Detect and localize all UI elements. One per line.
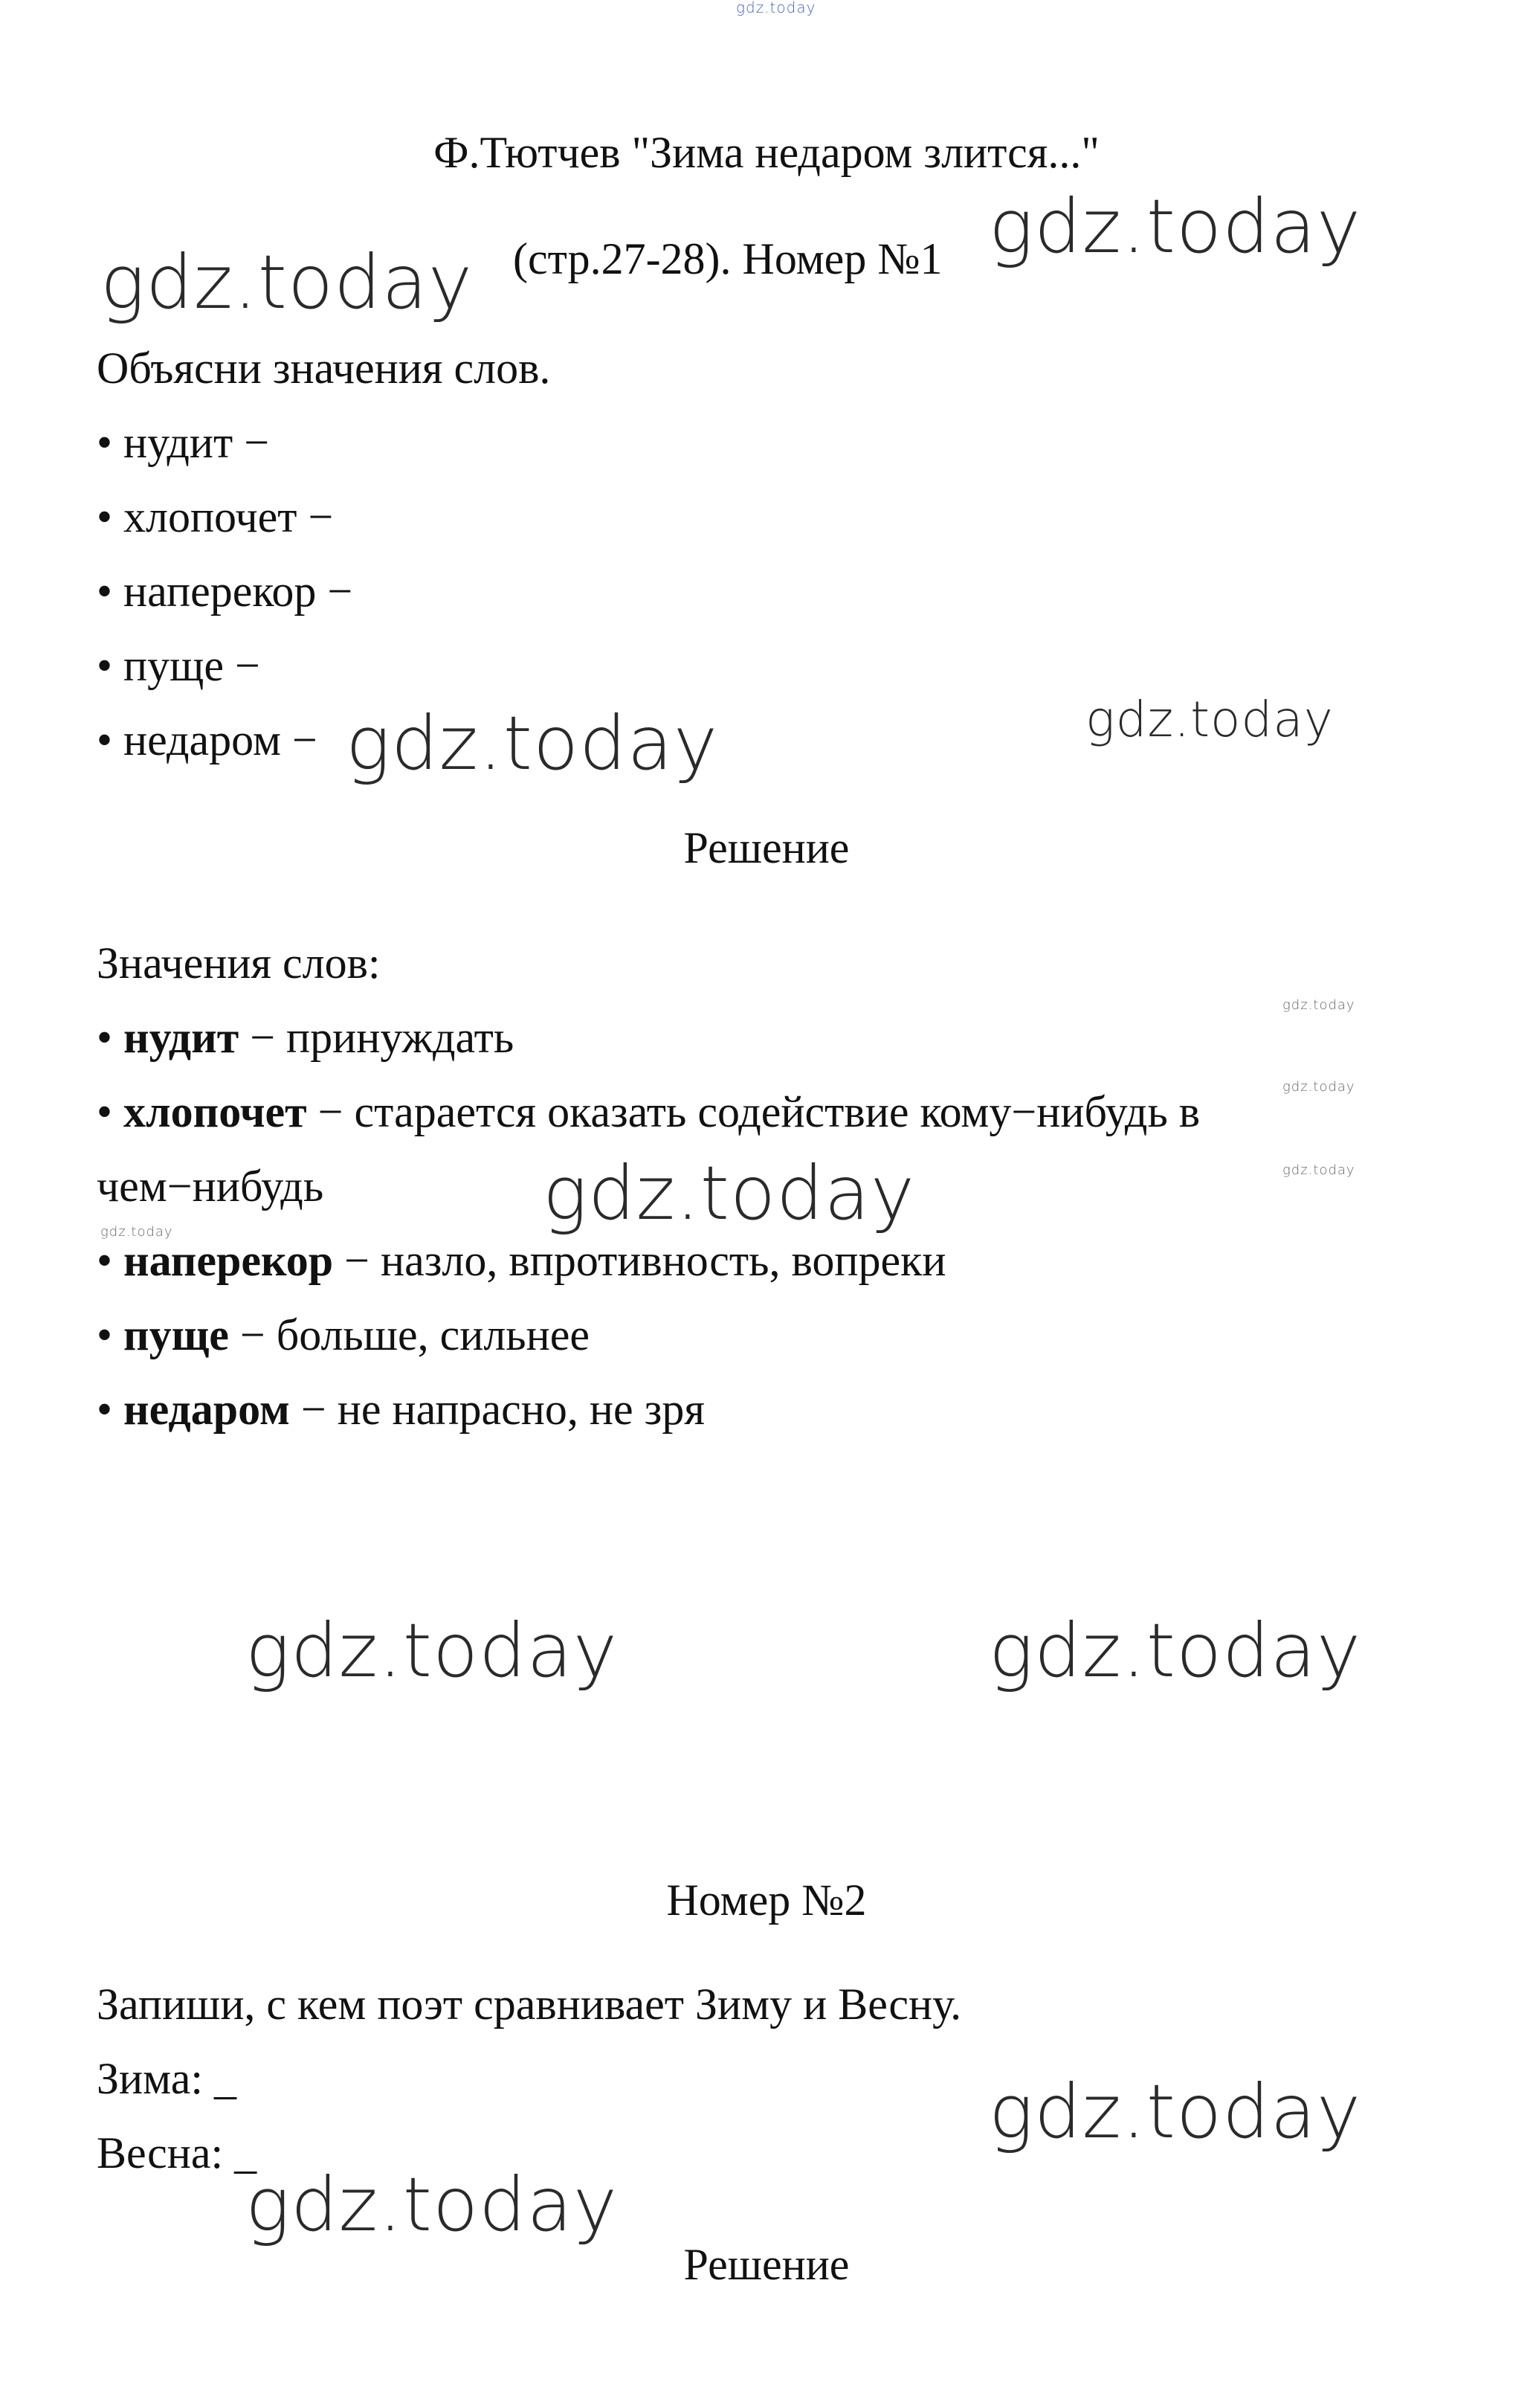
watermark: gdz.today bbox=[543, 1150, 916, 1237]
answer-meaning: − принуждать bbox=[239, 1013, 514, 1062]
task1-solution-intro: Значения слов: bbox=[97, 939, 381, 988]
task2-winter: Зима: _ bbox=[97, 2054, 237, 2103]
watermark-top: gdz.today bbox=[736, 0, 816, 16]
watermark: gdz.today bbox=[346, 700, 719, 787]
watermark-small: gdz.today bbox=[1282, 997, 1355, 1013]
answer-line: • пуще − больше, сильнее bbox=[97, 1310, 590, 1359]
task1-item: • наперекор − bbox=[97, 567, 353, 616]
answer-term: нудит bbox=[123, 1013, 239, 1062]
watermark: gdz.today bbox=[989, 2068, 1362, 2155]
watermark-small: gdz.today bbox=[1282, 1079, 1355, 1095]
answer-line: • нудит − принуждать bbox=[97, 1013, 514, 1062]
task2-prompt: Запиши, с кем поэт сравнивает Зиму и Весну. bbox=[97, 1980, 962, 2029]
answer-line: • недаром − не напрасно, не зря bbox=[97, 1385, 705, 1434]
watermark: gdz.today bbox=[989, 1607, 1362, 1694]
watermark-small: gdz.today bbox=[1282, 1162, 1355, 1178]
watermark-small: gdz.today bbox=[100, 1224, 173, 1240]
answer-line: • хлопочет − старается оказать содействие кому−нибудь в bbox=[97, 1087, 1201, 1136]
answer-line: • наперекор − назло, впротивность, вопреки bbox=[97, 1236, 946, 1285]
task1-item: • хлопочет − bbox=[97, 492, 334, 541]
task1-item: • пуще − bbox=[97, 641, 260, 690]
task2-spring: Весна: _ bbox=[97, 2128, 257, 2177]
task1-item: • нудит − bbox=[97, 418, 270, 467]
watermark: gdz.today bbox=[1085, 691, 1334, 748]
answer-meaning: − не напрасно, не зря bbox=[289, 1385, 705, 1434]
answer-meaning: − назло, впротивность, вопреки bbox=[333, 1236, 946, 1285]
task1-title: Ф.Тютчев "Зима недаром злится..." bbox=[433, 128, 1100, 177]
answer-term: наперекор bbox=[123, 1236, 334, 1285]
answer-continuation: чем−нибудь bbox=[97, 1162, 324, 1211]
task1-solution-heading: Решение bbox=[683, 823, 850, 872]
task2-heading: Номер №2 bbox=[666, 1876, 867, 1925]
watermark: gdz.today bbox=[245, 1607, 619, 1694]
answer-meaning: − старается оказать содействие кому−нибудь в bbox=[306, 1087, 1201, 1136]
watermark: gdz.today bbox=[100, 239, 474, 326]
answer-term: хлопочет bbox=[123, 1087, 307, 1136]
watermark: gdz.today bbox=[245, 2161, 619, 2248]
task1-prompt: Объясни значения слов. bbox=[97, 344, 551, 393]
answer-meaning: − больше, сильнее bbox=[228, 1310, 590, 1359]
watermark: gdz.today bbox=[989, 183, 1362, 270]
task2-solution-heading: Решение bbox=[683, 2240, 850, 2289]
task1-subtitle: (стр.27-28). Номер №1 bbox=[513, 234, 943, 283]
task1-item: • недаром − bbox=[97, 715, 317, 764]
answer-term: недаром bbox=[123, 1385, 290, 1434]
answer-term: пуще bbox=[123, 1310, 229, 1359]
